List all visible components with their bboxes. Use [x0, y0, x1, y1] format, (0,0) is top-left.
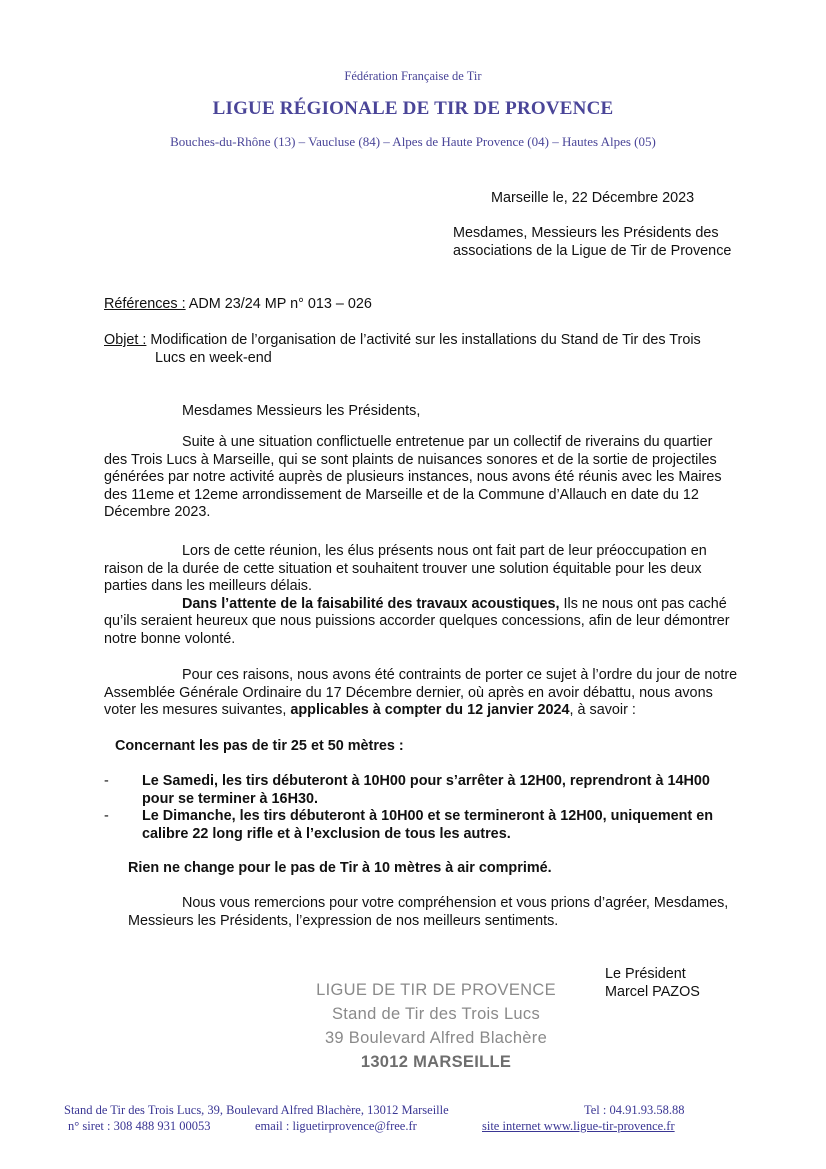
closing [128, 895, 808, 930]
stamp-line-4: 13012 MARSEILLE [360, 1053, 512, 1071]
recipient [453, 225, 731, 260]
closing-line-2: Messieurs les Présidents, l’expression de nos meilleurs sentiments. [128, 912, 559, 929]
signature-title: Le Président [605, 966, 686, 982]
bullet-line-2: pour se terminer à 16H30. [142, 790, 318, 807]
paragraph-2-line: raison de la durée de cette situation et souhaitent trouver une solution équitable pour les deux [104, 560, 702, 577]
paragraph-1-line: des Trois Lucs à Marseille, qui se sont plaints de nuisances sonores et de la sortie de projectiles [104, 451, 717, 468]
bullet-line-1: Le Dimanche, les tirs débuteront à 10H00 et se termineront à 12H00, uniquement en [142, 808, 714, 824]
footer-address: Stand de Tir des Trois Lucs, 39, Boulevard Alfred Blachère, 13012 Marseille [64, 1103, 449, 1117]
references-label: Références : [104, 296, 186, 312]
acoustic-works-emphasis: Dans l’attente de la faisabilité des travaux acoustiques, [182, 595, 560, 612]
references-value: ADM 23/24 MP n° 013 – 026 [185, 296, 372, 312]
no-change-note: Rien ne change pour le pas de Tir à 10 mètres à air comprimé. [128, 860, 552, 876]
stamp-line-3: 39 Boulevard Alfred Blachère [324, 1029, 548, 1047]
concern-heading: Concernant les pas de tir 25 et 50 mètres : [115, 738, 404, 754]
footer-tel: Tel : 04.91.93.58.88 [584, 1103, 685, 1117]
paragraph-4-line-1: Pour ces raisons, nous avons été contraints de porter ce sujet à l’ordre du jour de notre [182, 667, 738, 683]
paragraph-2-line: parties dans les meilleurs délais. [104, 578, 312, 594]
league-title: LIGUE RÉGIONALE DE TIR DE PROVENCE [212, 98, 614, 119]
signature [605, 966, 700, 1001]
paragraph-4 [104, 667, 804, 720]
paragraph-1-line: Décembre 2023. [104, 504, 211, 520]
bullet-dash: - [104, 808, 109, 824]
federation-name: Fédération Française de Tir [344, 69, 482, 83]
effective-date-emphasis: applicables à compter du 12 janvier 2024 [290, 702, 570, 718]
list-item [104, 773, 804, 808]
paragraph-1-line: des 11eme et 12eme arrondissement de Marseille et de la Commune d’Allauch en date du 12 [104, 486, 699, 503]
paragraph-4-line-3-end: , à savoir : [569, 702, 636, 718]
paragraph-4-line-2: Assemblée Générale Ordinaire du 17 Décembre dernier, où après en avoir débattu, nous avons [104, 684, 713, 701]
organization-stamp [296, 978, 576, 1074]
paragraph-3-rest: Ils ne nous ont pas caché [559, 595, 727, 612]
paragraph-2-line: Lors de cette réunion, les élus présents nous ont fait part de leur préoccupation en [182, 543, 707, 559]
references [104, 296, 372, 314]
footer-email[interactable]: email : liguetirprovence@free.fr [255, 1119, 417, 1133]
object-line-2: Lucs en week-end [155, 349, 272, 366]
departments-line: Bouches-du-Rhône (13) – Vaucluse (84) – Alpes de Haute Provence (04) – Hautes Alpes (05) [170, 134, 656, 149]
list-item [104, 808, 804, 843]
paragraph-1-line: Suite à une situation conflictuelle entretenue par un collectif de riverains du quartier [182, 434, 713, 450]
object [104, 332, 804, 367]
bullet-line-1: Le Samedi, les tirs débuteront à 10H00 pour s’arrêter à 12H00, reprendront à 14H00 [142, 773, 710, 789]
paragraph-1 [104, 434, 804, 522]
footer-website-link[interactable]: site internet www.ligue-tir-provence.fr [482, 1119, 675, 1133]
footer-siret: n° siret : 308 488 931 00053 [68, 1119, 211, 1133]
paragraph-4-line-3-start: voter les mesures suivantes, [104, 702, 291, 718]
object-line-1: Modification de l’organisation de l’activité sur les installations du Stand de Tir des Trois [146, 332, 701, 348]
date-line: Marseille le, 22 Décembre 2023 [491, 190, 695, 206]
salutation: Mesdames Messieurs les Présidents, [182, 403, 421, 419]
bullet-dash: - [104, 773, 109, 789]
object-label: Objet : [104, 332, 147, 348]
recipient-line-1: Mesdames, Messieurs les Présidents des [453, 225, 719, 241]
paragraph-4-line-3 [104, 702, 804, 720]
closing-line-1: Nous vous remercions pour votre compréhension et vous prions d’agréer, Mesdames, [182, 895, 729, 911]
paragraph-1-line: générées par notre activité auprès de plusieurs instances, nous avons été réunis avec les Maires [104, 469, 722, 485]
stamp-line-2: Stand de Tir des Trois Lucs [331, 1005, 541, 1023]
paragraph-3-line-1 [104, 596, 804, 614]
bullet-list [104, 773, 804, 843]
paragraph-3-line-3: notre bonne volonté. [104, 630, 236, 647]
recipient-line-2: associations de la Ligue de Tir de Provence [453, 242, 732, 259]
paragraph-3-line-2: qu’ils seraient heureux que nous puissions accorder quelques concessions, afin de leur démontrer [104, 613, 730, 629]
signature-name: Marcel PAZOS [605, 983, 700, 1000]
stamp-line-1: LIGUE DE TIR DE PROVENCE [316, 981, 556, 999]
paragraph-2 [104, 543, 804, 648]
bullet-line-2: calibre 22 long rifle et à l’exclusion de tous les autres. [142, 825, 511, 842]
